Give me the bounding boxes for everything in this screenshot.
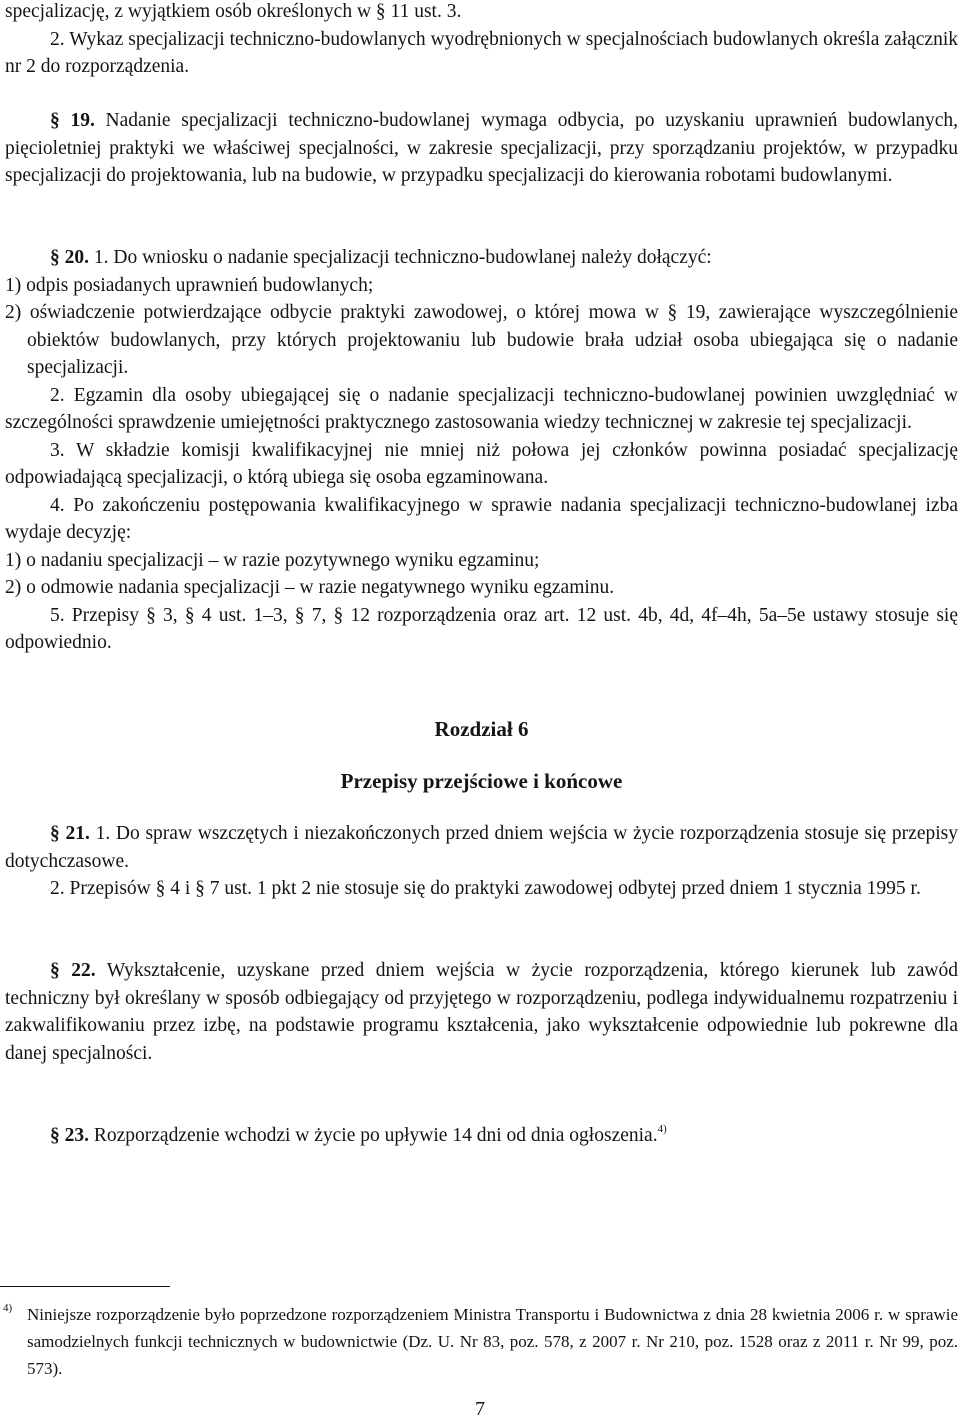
section-20-item-2: 2) oświadczenie potwierdzające odbycie praktyki zawodowej, o której mowa w § 19, zawierające wyszczególnienie obiektów budowlanych, przy których projektowaniu lub budowie brała udział osoba ubiegająca się o nadanie specjalizacji. — [5, 302, 958, 378]
footnote-separator — [0, 1286, 170, 1287]
chapter-number: Rozdział 6 — [434, 717, 529, 741]
section-20-decision-1: 1) o nadaniu specjalizacji – w razie pozytywnego wyniku egzaminu; — [5, 549, 540, 571]
section-21-number: § 21. — [50, 823, 90, 844]
section-19-text: Nadanie specjalizacji techniczno-budowlanej wymaga odbycia, po uzyskaniu uprawnień budowlanych, pięcioletniej praktyki we właściwej specjalności, w zakresie specjalizacji, przy sporządzaniu projektów, w przypadku specjalizacji do projektowania, lub na budowie, w przypadku specjalizacji do kierowania robotami budowlanymi. — [5, 110, 959, 186]
section-19 — [5, 107, 958, 190]
footnote-text: Niniejsze rozporządzenie było poprzedzone rozporządzeniem Ministra Transportu i Budownictwa z dnia 28 kwietnia 2006 r. w sprawie samodzielnych funkcji technicznych w budownictwie (Dz. U. Nr 83, poz. 578, z 2007 r. Nr 210, poz. 1528 oraz z 2011 r. Nr 99, poz. 573). — [27, 1305, 958, 1378]
top-section — [5, 0, 958, 81]
chapter-title: Przepisy przejściowe i końcowe — [340, 769, 623, 793]
section-20-para5: 5. Przepisy § 3, § 4 ust. 1–3, § 7, § 12 rozporządzenia oraz art. 12 ust. 4b, 4d, 4f–4h, 5a–5e ustawy stosuje się odpowiednio. — [5, 604, 958, 653]
page-number: 7 — [475, 1398, 485, 1420]
section-21-para1: 1. Do spraw wszczętych i niezakończonych przed dniem wejścia w życie rozporządzenia stosuje się przepisy dotychczasowe. — [5, 823, 958, 872]
footnote-mark: 4) — [3, 1302, 13, 1314]
section-20-para2: 2. Egzamin dla osoby ubiegającej się o nadanie specjalizacji techniczno-budowlanej powinien uwzględniać w szczególności sprawdzenie umiejętności praktycznego zastosowania wiedzy technicznej w zakresie tej specjalizacji. — [5, 384, 958, 433]
section-20-item-1: 1) odpis posiadanych uprawnień budowlanych; — [5, 274, 374, 296]
section-20-para3: 3. W składzie komisji kwalifikacyjnej nie mniej niż połowa jej członków powinna posiadać specjalizację odpowiadającą specjalizacji, o którą ubiega się osoba egzaminowana. — [5, 439, 958, 488]
section-21-para2: 2. Przepisów § 4 i § 7 ust. 1 pkt 2 nie stosuje się do praktyki zawodowej odbytej przed dniem 1 stycznia 1995 r. — [50, 878, 921, 899]
section-20 — [5, 244, 958, 657]
footnote-reference[interactable]: 4) — [657, 1123, 667, 1135]
section-23-text: Rozporządzenie wchodzi w życie po upływie 14 dni od dnia ogłoszenia. — [89, 1125, 658, 1146]
section-22-number: § 22. — [50, 960, 96, 981]
section-22 — [5, 957, 958, 1067]
paragraph-2-number: 2. — [50, 28, 65, 50]
paragraph-2 — [5, 26, 958, 81]
section-19-number: § 19. — [50, 110, 95, 131]
section-20-decision-2: 2) o odmowie nadania specjalizacji – w razie negatywnego wyniku egzaminu. — [5, 577, 615, 598]
section-22-text: Wykształcenie, uzyskane przed dniem wejścia w życie rozporządzenia, którego kierunek lub zawód techniczny był określany w sposób odbiegający od przyjętego w rozporządzeniu, podlega indywidualnemu rozpatrzeniu i zakwalifikowaniu przez izbę, na podstawie programu kształcenia, jako wykształcenie odpowiednie lub pokrewne dla danej specjalności. — [5, 960, 958, 1064]
section-20-number: § 20. — [50, 247, 89, 268]
paragraph-2-text: Wykaz specjalizacji techniczno-budowlanych wyodrębnionych w specjalnościach budowlanych określa załącznik nr 2 do rozporządzenia. — [5, 28, 958, 77]
footnote — [0, 1301, 958, 1382]
section-23-number: § 23. — [50, 1125, 89, 1146]
section-23 — [5, 1122, 958, 1150]
continuation-line: specjalizację, z wyjątkiem osób określonych w § 11 ust. 3. — [5, 1, 462, 22]
section-20-para1: 1. Do wniosku o nadanie specjalizacji techniczno-budowlanej należy dołączyć: — [89, 247, 712, 268]
section-21 — [5, 820, 958, 903]
section-20-para4: 4. Po zakończeniu postępowania kwalifikacyjnego w sprawie nadania specjalizacji techniczno-budowlanej izba wydaje decyzję: — [5, 494, 958, 543]
